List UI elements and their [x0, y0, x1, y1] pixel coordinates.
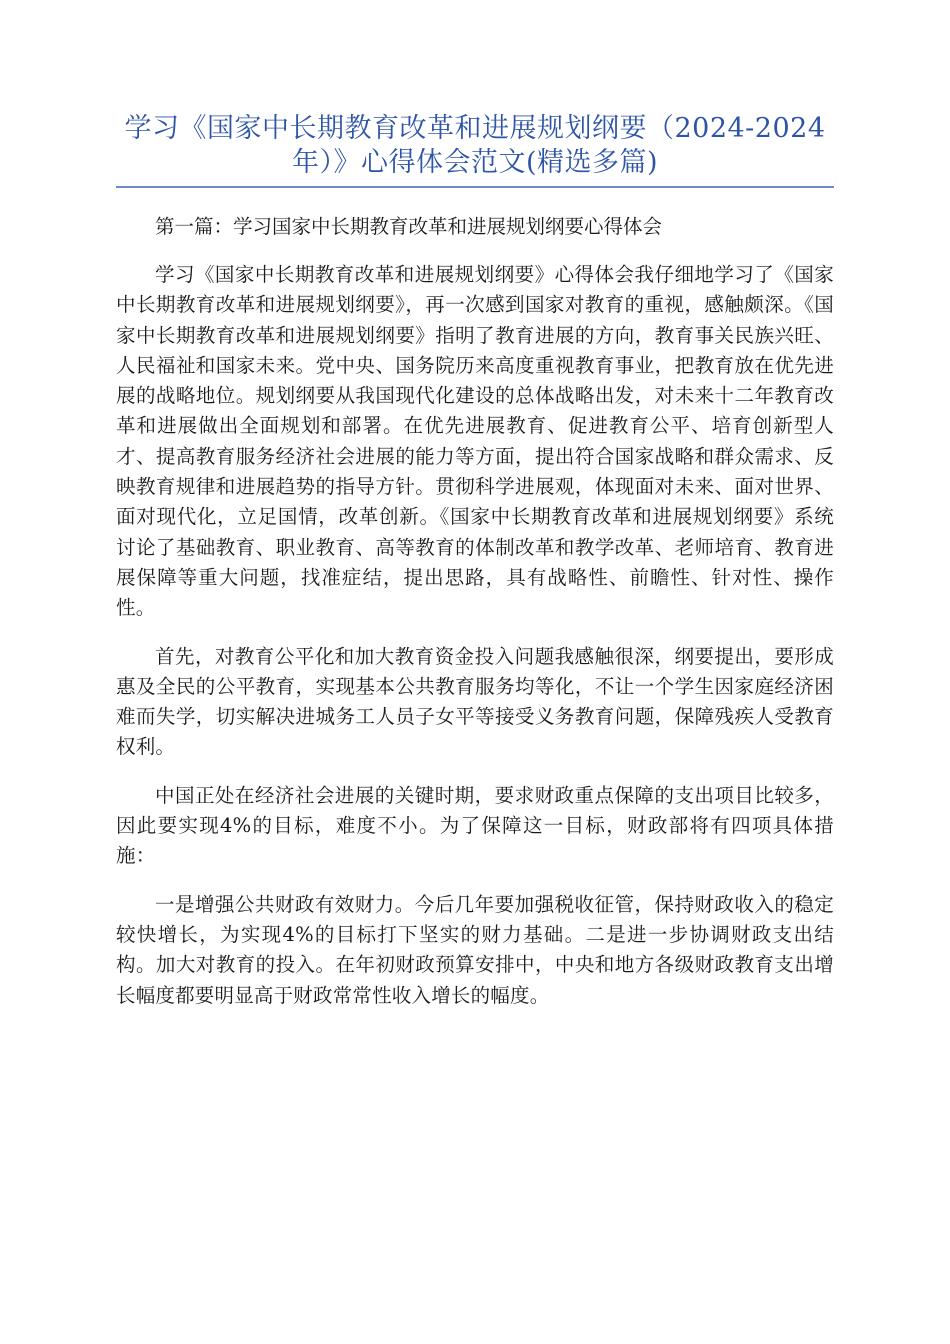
document-title: 学习《国家中长期教育改革和进展规划纲要（2024-2024年）》心得体会范文(精选多篇) — [116, 112, 834, 188]
section-heading: 第一篇：学习国家中长期教育改革和进展规划纲要心得体会 — [155, 215, 663, 238]
paragraph-1: 学习《国家中长期教育改革和进展规划纲要》心得体会我仔细地学习了《国家中长期教育改革和进展规划纲要》，再一次感到国家对教育的重视，感触颇深。《国家中长期教育改革和进展规划纲要》指明了教育进展的方向，教育事关民族兴旺、人民福祉和国家未来。党中央、国务院历来高度重视教育事业，把教育放在优先进展的战略地位。规划纲要从我国现代化建设的总体战略出发，对未来十二年教育改革和进展做出全面规划和部署。在优先进展教育、促进教育公平、培育创新型人才、提高教育服务经济社会进展的能力等方面，提出符合国家战略和群众需求、反映教育规律和进展趋势的指导方针。贯彻科学进展观，体现面对未来、面对世界、面对现代化，立足国情，改革创新。《国家中长期教育改革和进展规划纲要》系统讨论了基础教育、职业教育、高等教育的体制改革和教学改革、老师培育、教育进展保障等重大问题，找准症结，提出思路，具有战略性、前瞻性、针对性、操作性。 — [116, 263, 834, 620]
paragraph-2: 首先，对教育公平化和加大教育资金投入问题我感触很深，纲要提出，要形成惠及全民的公平教育，实现基本公共教育服务均等化，不让一个学生因家庭经济困难而失学，切实解决进城务工人员子女平等接受义务教育问题，保障残疾人受教育权利。 — [116, 644, 834, 759]
document-page — [116, 112, 834, 1011]
paragraph-3: 中国正处在经济社会进展的关键时期，要求财政重点保障的支出项目比较多，因此要实现4%的目标，难度不小。为了保障这一目标，财政部将有四项具体措施： — [116, 783, 834, 868]
paragraph-4: 一是增强公共财政有效财力。今后几年要加强税收征管，保持财政收入的稳定较快增长，为实现4%的目标打下坚实的财力基础。二是进一步协调财政支出结构。加大对教育的投入。在年初财政预算安排中，中央和地方各级财政教育支出增长幅度都要明显高于财政常常性收入增长的幅度。 — [116, 892, 834, 1007]
